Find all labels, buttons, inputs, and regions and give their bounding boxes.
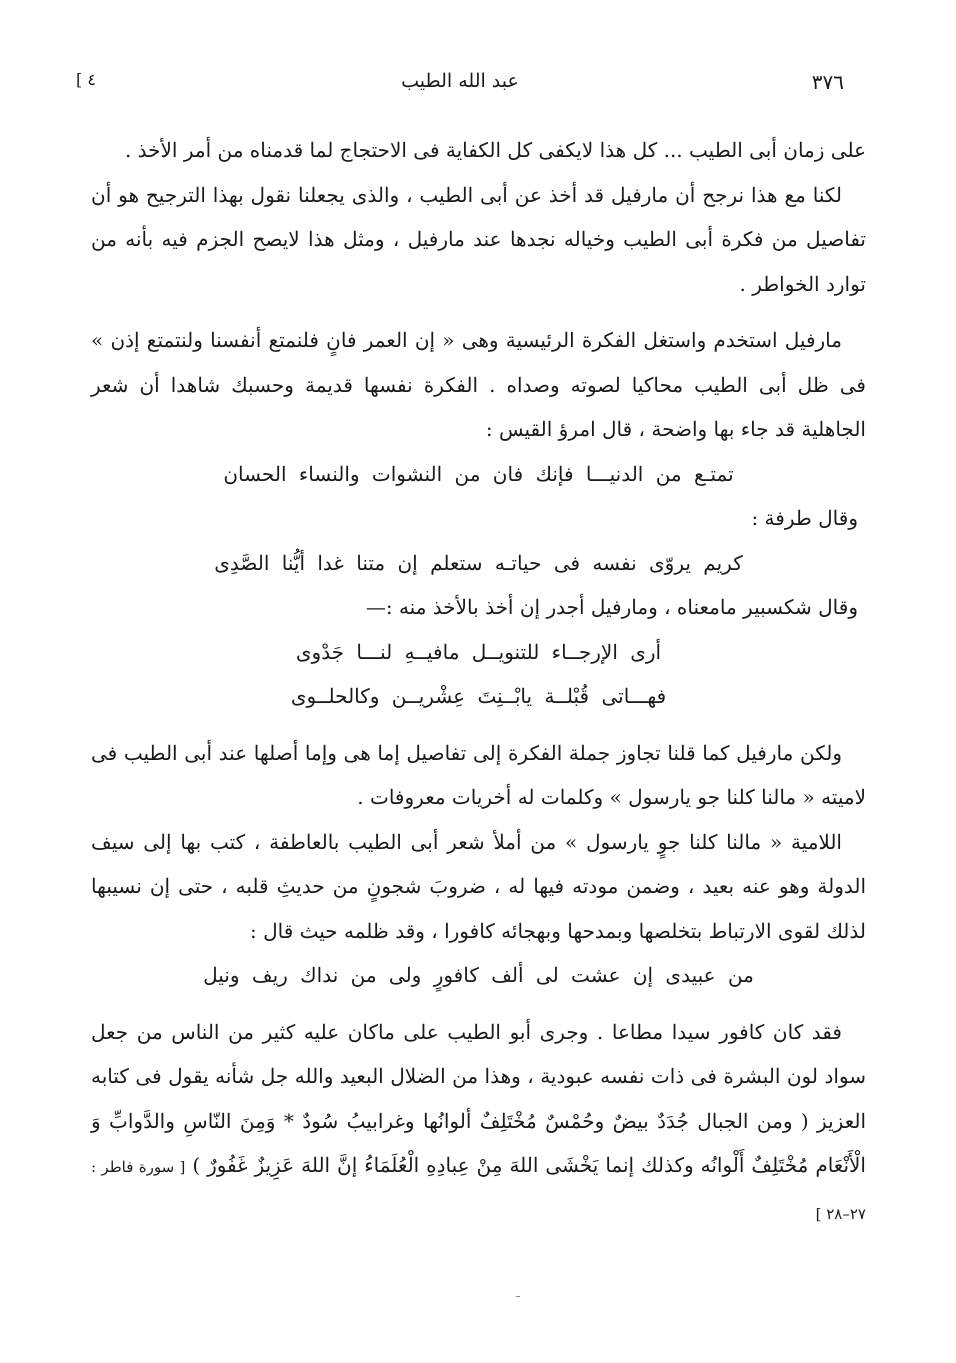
verse-mutanabbi: من عبيدى إن عشت لى ألف كافورٍ ولى من نداك ريف ونيل bbox=[203, 963, 754, 987]
verse-shakespeare-1: أرى الإرجــاء للتنويــل مافيــهِ لنـــا جَدْوى bbox=[295, 639, 662, 664]
verse-tarafa: كريم يروّى نفسه فى حياتـه ستعلم إن متنا غدا أيُّنا الصَّدِى bbox=[214, 550, 743, 575]
page-header bbox=[70, 70, 850, 100]
page-number: ٣٧٦ bbox=[811, 70, 844, 94]
verse-intro-tarafa: وقال طرفة : bbox=[751, 506, 858, 530]
footer-mark bbox=[516, 1296, 520, 1297]
body-text bbox=[91, 128, 866, 1236]
paragraph-6-text: فقد كان كافور سيدا مطاعا . وجرى أبو الطيب على ماكان عليه كثير من الناس من جعل سواد لون البشرة فى ذات نفسه عبودية ، وهذا من الضلال البعيد والله جل شأنه يقول فى كتابه العزيز ( ومن الجبال جُدَدٌ بيضٌ وحُمْسٌ مُخْتَلِفٌ ألوانُها وغرابيبُ سُودٌ * وَمِنَ النّاسِ والدَّوابِّ وَ الْأَنْعَام مُخْتَلِفٌ أَلْوانُه وكذلك إنما يَخْشَى اللهَ مِنْ عِبادِهِ الْعُلَمَاءُ إنَّ اللهَ عَزِيزٌ غَفُورٌ ) bbox=[91, 1019, 866, 1177]
quran-citation: [ سورة فاطر : ٢٧–٢٨ ] bbox=[91, 1158, 866, 1223]
paragraph-6 bbox=[91, 1010, 866, 1237]
verse-shakespeare-2: فهـــاتى قُبْلــة يابْــنِتَ عِشْريــن وكالحلــوى bbox=[290, 684, 667, 708]
paragraph-4: ولكن مارفيل كما قلنا تجاوز جملة الفكرة إلى تفاصيل إما هى وإما أصلها عند أبى الطيب فى لاميته « مالنا كلنا جو يارسول » وكلمات له أخريات معروفات . bbox=[91, 740, 866, 809]
running-title: عبد الله الطيب bbox=[401, 70, 519, 92]
verse-imru-alqays: تمتـع من الدنيـــا فإنك فان من النشوات والنساء الحسان bbox=[223, 461, 734, 486]
paragraph-2: لكنا مع هذا نرجح أن مارفيل قد أخذ عن أبى الطيب ، والذى يجعلنا نقول بهذا الترجيح هو أن تفاصيل من فكرة أبى الطيب وخياله نجدها عند مارفيل ، ومثل هذا لايصح الجزم فيه بأنه من توارد الخواطر . bbox=[91, 182, 866, 296]
paragraph-1: على زمان أبى الطيب ... كل هذا لايكفى كل الكفاية فى الاحتجاج لما قدمناه من أمر الأخذ . bbox=[124, 138, 866, 162]
paragraph-3: مارفيل استخدم واستغل الفكرة الرئيسية وهى « إن العمر فانٍ فلنمتع أنفسنا ولنتمتع إذن » فى ظل أبى الطيب محاكيا لصوته وصداه . الفكرة نفسها قديمة وحسبك شاهدا أن شعر الجاهلية قد جاء بها واضحة ، قال امرؤ القيس : bbox=[91, 328, 866, 441]
verse-intro-shakespeare: وقال شكسبير مامعناه ، ومارفيل أجدر إن أخذ بالأخذ منه :— bbox=[365, 595, 858, 619]
paragraph-5: اللامية « مالنا كلنا جوٍ يارسول » من أملأ شعر أبى الطيب بالعاطفة ، كتب بها إلى سيف الدولة وهو عنه بعيد ، وضمن مودته فيها له ، ضروبَ شجونٍ من حديثِ قلبه ، حتى إن نسيبها لذلك لقوى الارتباط بتخلصها وبمدحها وبهجائه كافورا ، وقد ظلمه حيث قال : bbox=[91, 829, 866, 943]
section-mark: [ ٤ bbox=[76, 70, 96, 89]
